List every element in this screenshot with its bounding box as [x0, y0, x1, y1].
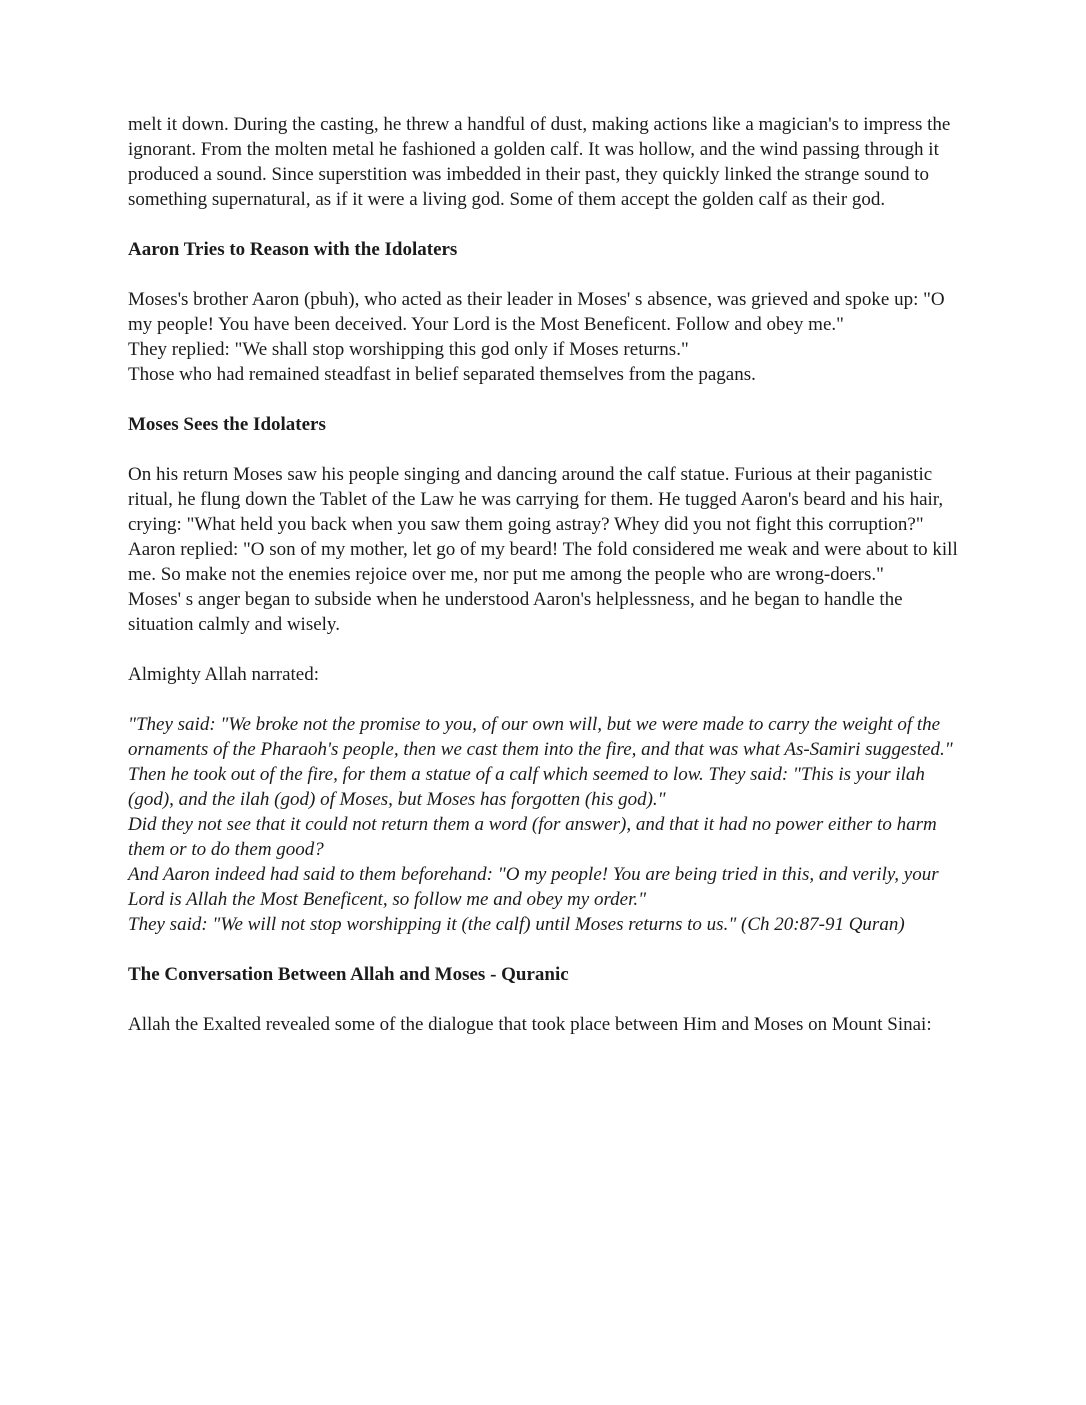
- heading-conversation-allah-moses: The Conversation Between Allah and Moses - Quranic: [128, 964, 569, 985]
- paragraph-line: On his return Moses saw his people singing and dancing around the calf statue. Furious at their paganistic ritual, he flung down the Tablet of the Law he was carrying for them. He tugged Aaron's beard and his hair, crying: "What held you back when you saw them going astray? Whey did you not fight this corruption?": [128, 464, 944, 535]
- document-page: [128, 112, 961, 1062]
- quote-line: They said: "We will not stop worshipping it (the calf) until Moses returns to us." (Ch 20:87-91 Quran): [128, 914, 905, 935]
- paragraph-line: Those who had remained steadfast in belief separated themselves from the pagans.: [128, 364, 756, 385]
- quote-line: And Aaron indeed had said to them beforehand: "O my people! You are being tried in this, and verily, your Lord is Allah the Most Beneficent, so follow me and obey my order.": [128, 864, 939, 910]
- paragraph-golden-calf-casting: melt it down. During the casting, he threw a handful of dust, making actions like a magician's to impress the ignorant. From the molten metal he fashioned a golden calf. It was hollow, and the wind passing through it produced a sound. Since superstition was imbedded in their past, they quickly linked the strange sound to something supernatural, as if it were a living god. Some of them accept the golden calf as their god.: [128, 114, 951, 210]
- paragraph-moses-sees: [128, 462, 961, 637]
- paragraph-almighty-allah-narrated: Almighty Allah narrated:: [128, 664, 320, 685]
- heading-aaron-tries-to-reason: Aaron Tries to Reason with the Idolaters: [128, 239, 458, 260]
- heading-moses-sees-idolaters: Moses Sees the Idolaters: [128, 414, 326, 435]
- paragraph-line: Moses' s anger began to subside when he understood Aaron's helplessness, and he began to handle the situation calmly and wisely.: [128, 589, 903, 635]
- quote-line: Did they not see that it could not return them a word (for answer), and that it had no power either to harm them or to do them good?: [128, 814, 937, 860]
- paragraph-dialogue-intro: Allah the Exalted revealed some of the dialogue that took place between Him and Moses on Mount Sinai:: [128, 1014, 932, 1035]
- quote-line: "They said: "We broke not the promise to you, of our own will, but we were made to carry the weight of the ornaments of the Pharaoh's people, then we cast them into the fire, and that was what As-Samiri suggested.": [128, 714, 953, 760]
- paragraph-line: Aaron replied: "O son of my mother, let go of my beard! The fold considered me weak and were about to kill me. So make not the enemies rejoice over me, nor put me among the people who are wrong-doers.": [128, 539, 958, 585]
- paragraph-line: They replied: "We shall stop worshipping this god only if Moses returns.": [128, 339, 689, 360]
- quran-quote-block: [128, 712, 961, 937]
- paragraph-aaron-reasons: [128, 287, 961, 387]
- quote-line: Then he took out of the fire, for them a statue of a calf which seemed to low. They said: "This is your ilah (god), and the ilah (god) of Moses, but Moses has forgotten (his god).": [128, 764, 925, 810]
- paragraph-line: Moses's brother Aaron (pbuh), who acted as their leader in Moses' s absence, was grieved and spoke up: "O my people! You have been deceived. Your Lord is the Most Beneficent. Follow and obey me.": [128, 289, 945, 335]
